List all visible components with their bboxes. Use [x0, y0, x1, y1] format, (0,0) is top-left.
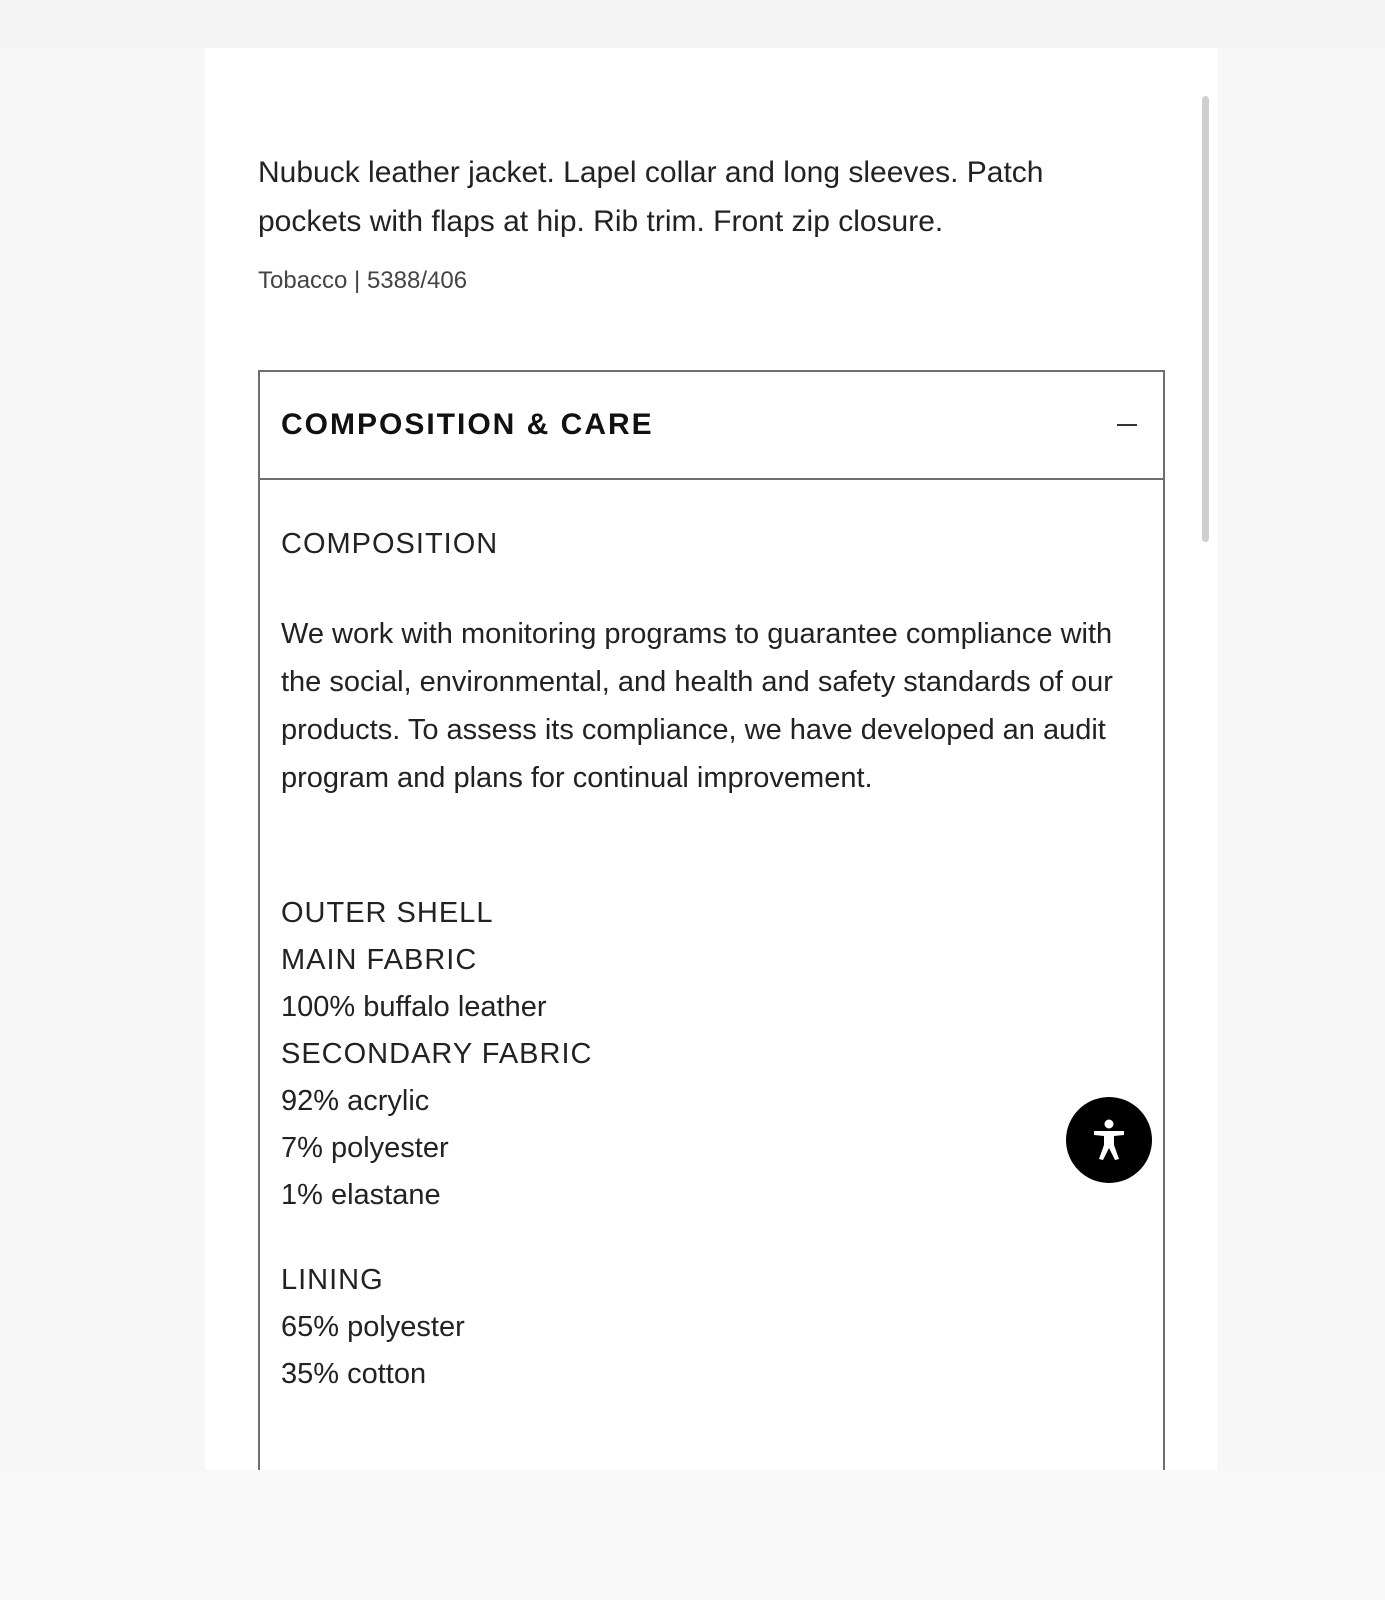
accordion-title: COMPOSITION & CARE	[281, 408, 654, 441]
material-line: 35% cotton	[281, 1358, 427, 1390]
material-line: 100% buffalo leather	[281, 991, 547, 1023]
material-line: 7% polyester	[281, 1132, 449, 1164]
material-line: 1% elastane	[281, 1179, 441, 1211]
product-details-panel	[205, 48, 1217, 1470]
minus-icon[interactable]	[1117, 424, 1137, 426]
composition-care-accordion	[258, 370, 1165, 1470]
scrollbar-thumb[interactable]	[1202, 96, 1209, 542]
outer-shell-composition	[281, 890, 592, 1219]
lining-label: LINING	[281, 1264, 384, 1296]
outer-shell-label: OUTER SHELL	[281, 897, 494, 929]
secondary-fabric-label: SECONDARY FABRIC	[281, 1038, 593, 1070]
lining-composition	[281, 1257, 465, 1398]
main-fabric-label: MAIN FABRIC	[281, 944, 478, 976]
bottom-bar	[0, 1470, 1385, 1600]
material-line: 65% polyester	[281, 1311, 465, 1343]
compliance-statement: We work with monitoring programs to guarantee compliance with the social, environmental, and health and safety standards of our products. To assess its compliance, we have developed an audit program and plans for continual improvement.	[281, 618, 1113, 794]
composition-heading: COMPOSITION	[281, 528, 499, 560]
material-line: 92% acrylic	[281, 1085, 430, 1117]
product-color-reference: Tobacco | 5388/406	[258, 267, 468, 294]
accessibility-person-icon	[1084, 1115, 1134, 1165]
top-bar	[0, 0, 1385, 48]
composition-care-toggle[interactable]	[260, 372, 1163, 480]
product-description: Nubuck leather jacket. Lapel collar and long sleeves. Patch pockets with flaps at hip. Rib trim. Front zip closure.	[258, 156, 1044, 238]
accessibility-button[interactable]	[1066, 1097, 1152, 1183]
